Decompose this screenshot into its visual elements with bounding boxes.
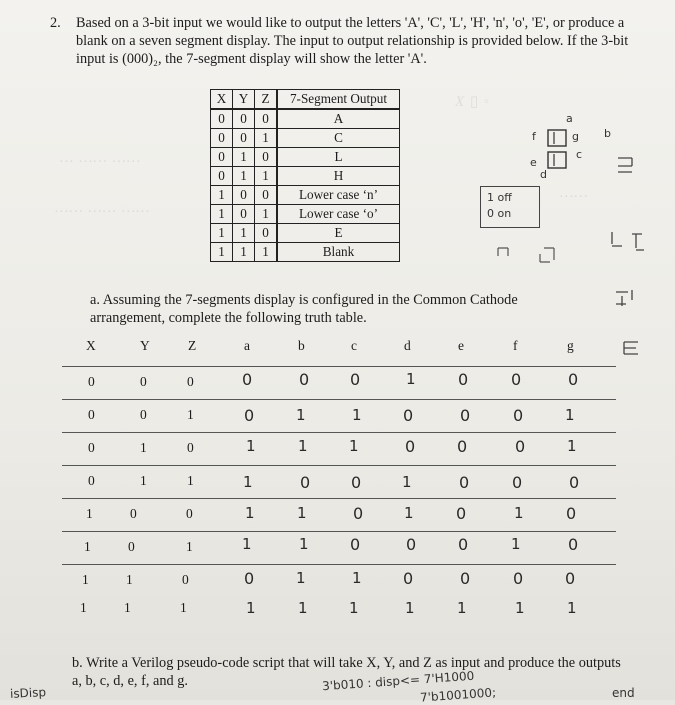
seg-label-g: g — [572, 130, 579, 143]
cell-y: 1 — [124, 600, 131, 615]
seg-label-f: f — [532, 130, 536, 143]
answer-a: 0 — [244, 406, 255, 425]
answer-a: 1 — [243, 473, 253, 491]
cell: 1 — [255, 243, 278, 262]
answer-f: 1 — [511, 535, 521, 553]
cell-z: 1 — [186, 539, 193, 554]
answer-a: 1 — [242, 535, 252, 553]
question-text: Based on a 3-bit input we would like to output the letters 'A', 'C', 'L', 'H', 'n', 'o', 'E', or produce a blank on a seven segment display. The input to output relationship is provided below. If the 3-bit input is (000)₂, the 7-segment display will show the letter 'A'. — [76, 15, 629, 67]
truth-header-a: a — [244, 338, 250, 353]
answer-a: 1 — [246, 437, 256, 455]
cell-y: 1 — [140, 440, 147, 455]
cell: Lower case ‘o’ — [277, 205, 400, 224]
answer-e: 0 — [456, 504, 467, 523]
row-divider — [62, 399, 616, 400]
cell: 0 — [255, 224, 278, 243]
answer-g: 1 — [565, 406, 575, 424]
answer-d: 0 — [405, 437, 416, 456]
answer-e: 0 — [459, 473, 470, 492]
answer-a: 1 — [245, 504, 255, 522]
part-b-label: b. — [72, 655, 83, 671]
cell: C — [277, 129, 400, 148]
cell: 0 — [255, 109, 278, 129]
cell-z: 0 — [186, 506, 193, 521]
answer-d: 0 — [403, 406, 414, 425]
bleed-through-text: …… …… …… — [55, 200, 151, 216]
answer-b: 1 — [296, 569, 306, 587]
cell-x: 0 — [88, 473, 95, 488]
answer-d: 1 — [405, 599, 415, 617]
truth-header-e: e — [458, 338, 464, 353]
hw-right-note: end — [612, 686, 635, 700]
cell: E — [277, 224, 400, 243]
cell: 1 — [233, 148, 255, 167]
answer-c: 1 — [349, 437, 359, 455]
note-line-1: 1 off — [487, 191, 512, 204]
answer-c: 0 — [353, 504, 364, 523]
cell: 0 — [255, 148, 278, 167]
row-divider — [62, 432, 616, 433]
answer-f: 1 — [514, 504, 524, 522]
cell: 0 — [233, 205, 255, 224]
answer-d: 0 — [403, 569, 414, 588]
table-row — [211, 224, 400, 243]
cell-x: 1 — [84, 539, 91, 554]
answer-d: 1 — [402, 473, 412, 491]
cell: 1 — [211, 186, 233, 205]
cell-y: 0 — [130, 506, 137, 521]
header-z: Z — [255, 90, 278, 110]
table-row — [211, 243, 400, 262]
cell-y: 0 — [140, 374, 147, 389]
answer-b: 0 — [299, 370, 310, 389]
part-a-text-block — [90, 291, 570, 327]
handwritten-scribbles — [440, 236, 600, 296]
answer-g: 1 — [567, 437, 577, 455]
header-output: 7-Segment Output — [277, 90, 400, 110]
answer-c: 0 — [350, 370, 361, 389]
answer-c: 1 — [352, 406, 362, 424]
header-x: X — [211, 90, 233, 110]
cell: 0 — [211, 109, 233, 129]
answer-g: 1 — [567, 599, 577, 617]
cell: 1 — [211, 205, 233, 224]
answer-b: 1 — [297, 504, 307, 522]
truth-header-g: g — [567, 338, 574, 353]
cell: Lower case ‘n’ — [277, 186, 400, 205]
answer-g: 0 — [568, 370, 579, 389]
answer-f: 0 — [513, 406, 524, 425]
bleed-through-text: … …… …… — [60, 150, 142, 166]
answer-a: 0 — [244, 569, 255, 588]
truth-header-b: b — [298, 338, 305, 353]
answer-b: 1 — [296, 406, 306, 424]
truth-table — [62, 338, 622, 615]
cell-x: 0 — [88, 407, 95, 422]
answer-b: 1 — [298, 437, 308, 455]
table-row — [211, 205, 400, 224]
cell-x: 0 — [88, 440, 95, 455]
cell: 1 — [255, 167, 278, 186]
cell: 1 — [255, 129, 278, 148]
hw-left-note: isDisp — [9, 685, 47, 701]
header-y: Y — [233, 90, 255, 110]
answer-f: 0 — [512, 473, 523, 492]
row-divider — [62, 465, 616, 466]
cell: 1 — [233, 167, 255, 186]
cell-y: 0 — [128, 539, 135, 554]
cell: 0 — [233, 109, 255, 129]
table-row — [211, 129, 400, 148]
answer-e: 1 — [457, 599, 467, 617]
truth-header-d: d — [404, 338, 411, 353]
truth-header-c: c — [351, 338, 357, 353]
row-divider — [62, 531, 616, 532]
row-divider — [62, 498, 616, 499]
answer-a: 1 — [246, 599, 256, 617]
bleed-through-text: X ▯ ◦ — [455, 94, 491, 110]
cell: L — [277, 148, 400, 167]
truth-header-z: Z — [188, 338, 197, 353]
cell-x: 1 — [80, 600, 87, 615]
answer-g: 0 — [569, 473, 580, 492]
answer-c: 1 — [352, 569, 362, 587]
seg-label-c: c — [576, 148, 583, 161]
answer-g: 0 — [566, 504, 577, 523]
cell-z: 0 — [187, 374, 194, 389]
answer-c: 0 — [350, 535, 361, 554]
hw-code-line-2: 7'b1001000; — [419, 685, 497, 705]
part-a-text: Assuming the 7-segments display is configured in the Common Cathode arrangement, complete the following truth table. — [90, 292, 518, 326]
truth-header-x: X — [86, 338, 96, 353]
answer-f: 0 — [511, 370, 522, 389]
cell-z: 1 — [180, 600, 187, 615]
cell: Blank — [277, 243, 400, 262]
answer-e: 0 — [460, 569, 471, 588]
cell: 0 — [233, 129, 255, 148]
cell: 1 — [233, 243, 255, 262]
truth-header-f: f — [513, 338, 518, 353]
cell-y: 1 — [140, 473, 147, 488]
cell: A — [277, 109, 400, 129]
cell: 0 — [211, 129, 233, 148]
cell: 0 — [233, 186, 255, 205]
row-divider — [62, 564, 616, 565]
cell-x: 0 — [88, 374, 95, 389]
answer-b: 1 — [298, 599, 308, 617]
question-number: 2. — [50, 15, 61, 31]
answer-d: 1 — [404, 504, 414, 522]
cell: 0 — [255, 186, 278, 205]
hw-code-line-1: 3'b010 : disp<= 7'H1000 — [321, 668, 475, 694]
seg-label-d: d — [540, 168, 547, 181]
cell: 1 — [211, 224, 233, 243]
cell: 1 — [211, 243, 233, 262]
table-row — [211, 148, 400, 167]
cell-y: 0 — [140, 407, 147, 422]
table-row — [211, 109, 400, 129]
bleed-through-text: …… — [560, 185, 589, 201]
note-line-2: 0 on — [487, 207, 512, 220]
row-divider — [62, 366, 616, 367]
table-row — [211, 167, 400, 186]
cell-x: 1 — [86, 506, 93, 521]
cell: 0 — [211, 148, 233, 167]
answer-f: 1 — [515, 599, 525, 617]
question-block — [50, 14, 650, 68]
table-row — [211, 186, 400, 205]
cell-z: 0 — [187, 440, 194, 455]
part-b-text: Write a Verilog pseudo-code script that will take X, Y, and Z as input and produce the outputs a, b, c, d, e, f, and g. — [72, 655, 621, 689]
cell-z: 1 — [187, 473, 194, 488]
cell: H — [277, 167, 400, 186]
cell: 1 — [233, 224, 255, 243]
answer-b: 1 — [299, 535, 309, 553]
handwritten-note-box — [480, 186, 540, 228]
seg-label-e: e — [530, 156, 537, 169]
cell-z: 1 — [187, 407, 194, 422]
answer-f: 0 — [513, 569, 524, 588]
answer-e: 0 — [458, 370, 469, 389]
answer-g: 0 — [568, 535, 579, 554]
answer-e: 0 — [457, 437, 468, 456]
answer-a: 0 — [242, 370, 253, 389]
answer-d: 1 — [406, 370, 416, 388]
input-output-table — [210, 89, 400, 262]
answer-f: 0 — [515, 437, 526, 456]
answer-g: 0 — [565, 569, 576, 588]
seg-label-b: b — [604, 127, 611, 140]
answer-d: 0 — [406, 535, 417, 554]
answer-e: 0 — [458, 535, 469, 554]
truth-header-y: Y — [140, 338, 150, 353]
cell: 0 — [211, 167, 233, 186]
answer-c: 0 — [351, 473, 362, 492]
cell-z: 0 — [182, 572, 189, 587]
answer-b: 0 — [300, 473, 311, 492]
cell-x: 1 — [82, 572, 89, 587]
cell-y: 1 — [126, 572, 133, 587]
answer-e: 0 — [460, 406, 471, 425]
seg-label-a: a — [566, 112, 573, 125]
answer-c: 1 — [349, 599, 359, 617]
cell: 1 — [255, 205, 278, 224]
table-header-row — [211, 90, 400, 110]
part-a-label: a. — [90, 292, 100, 308]
